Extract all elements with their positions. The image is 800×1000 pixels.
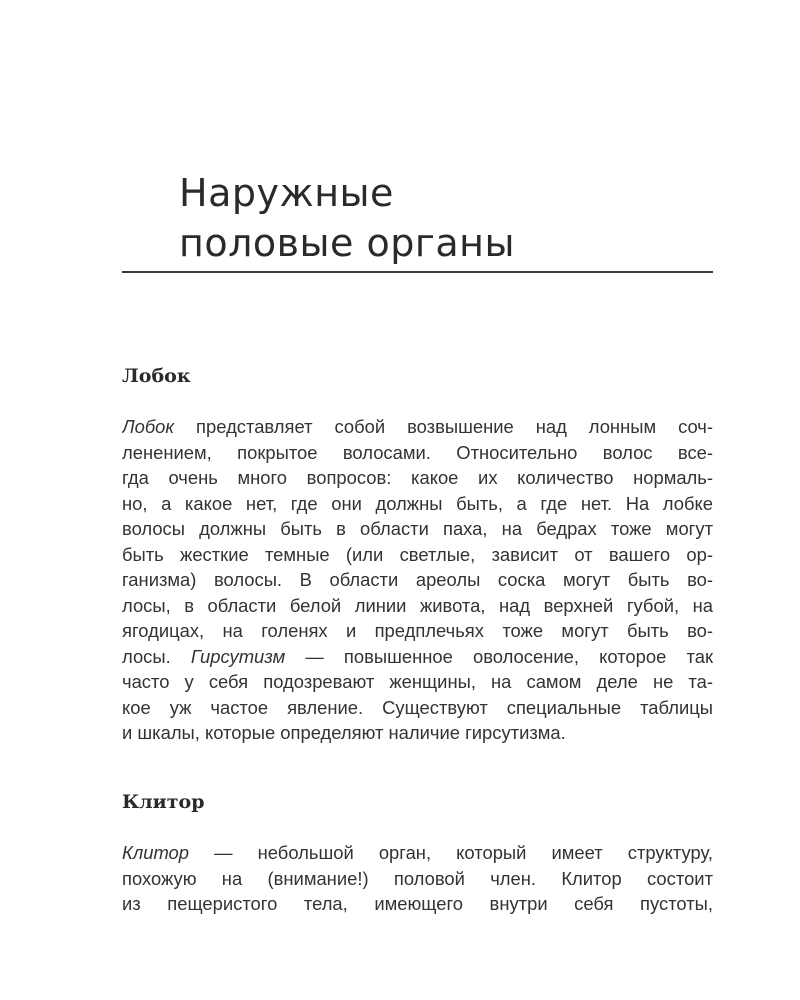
section-heading-lobok: Лобок [122, 365, 191, 387]
paragraph-line: быть жесткие темные (или светлые, зависит от вашего ор- [122, 543, 713, 565]
paragraph-line: ягодицах, на голенях и предплечьях тоже могут быть во- [122, 620, 713, 641]
section-heading-klitor: Клитор [122, 791, 205, 813]
paragraph-line: ганизма) волосы. В области ареолы соска могут быть во- [122, 569, 713, 590]
paragraph-line: лосы. Гирсутизм — повышенное оволосение, которое так [122, 645, 713, 667]
term-emphasis: Лобок [122, 416, 175, 437]
paragraph-line: похожую на (внимание!) половой член. Клитор состоит [122, 867, 713, 889]
chapter-title-line-1: Наружные [179, 171, 394, 215]
paragraph-line: кое уж частое явление. Существуют специальные таблицы [122, 696, 713, 718]
paragraph-line: лосы, в области белой линии живота, над верхней губой, на [122, 594, 713, 616]
paragraph-line: из пещеристого тела, имеющего внутри себя пустоты, [122, 893, 713, 914]
chapter-title-line-2: половые органы [179, 221, 515, 265]
paragraph-line: Лобок представляет собой возвышение над лонным соч- [122, 416, 713, 437]
paragraph-line: часто у себя подозревают женщины, на самом деле не та- [122, 671, 713, 692]
paragraph-line: ленением, покрытое волосами. Относительно волос все- [122, 441, 713, 463]
chapter-title [179, 168, 515, 268]
paragraph-line: но, а какое нет, где они должны быть, а где нет. На лобке [122, 492, 713, 514]
paragraph-line: волосы должны быть в области паха, на бедрах тоже могут [122, 518, 713, 539]
paragraph-line: Клитор — небольшой орган, который имеет структуру, [122, 842, 713, 863]
paragraph-line: и шкалы, которые определяют наличие гирсутизма. [122, 722, 566, 743]
paragraph-lobok [122, 414, 713, 746]
paragraph-klitor [122, 840, 713, 917]
paragraph-line: гда очень много вопросов: какое их количество нормаль- [122, 467, 713, 488]
term-emphasis: Гирсутизм [190, 645, 286, 667]
title-divider [122, 271, 713, 273]
term-emphasis: Клитор [122, 842, 190, 863]
